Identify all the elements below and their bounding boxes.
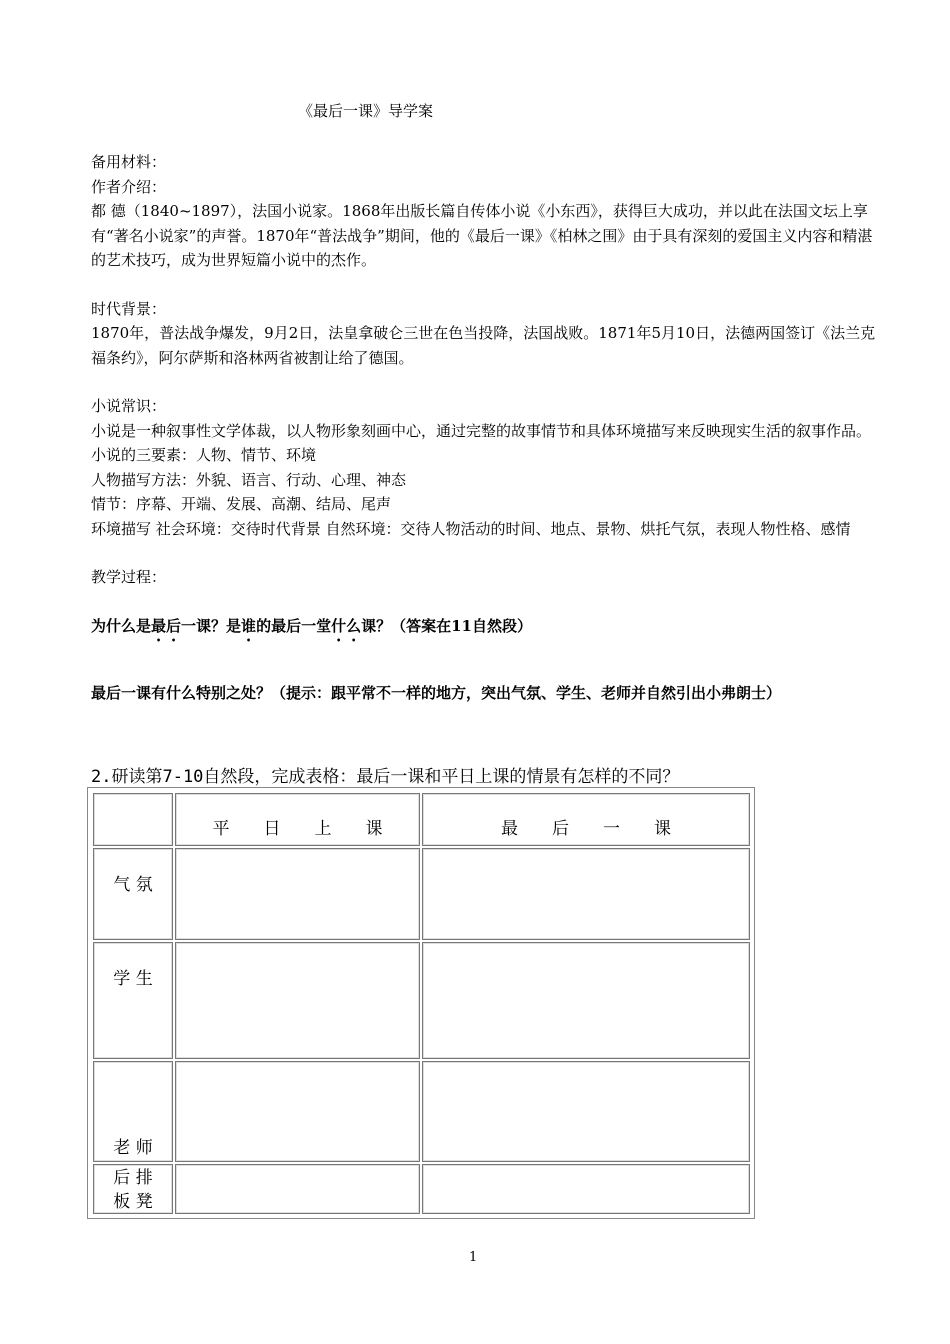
cell-atmosphere-last[interactable] (422, 848, 750, 940)
materials-heading: 备用材料： (91, 153, 167, 171)
three-elements: 小说的三要素：人物、情节、环境 (91, 446, 317, 464)
era-paragraph: 1870年，普法战争爆发，9月2日，法皇拿破仑三世在色当投降，法国战败。1871年5月10日，法德两国签订《法兰克福条约》，阿尔萨斯和洛林两省被割让给了德国。 (91, 324, 876, 367)
cell-atmosphere-ordinary[interactable] (175, 848, 420, 940)
row-label-atmosphere: 气 氛 (93, 848, 173, 940)
header-ordinary-class: 平 日 上 课 (175, 793, 420, 846)
author-paragraph: 都 德（1840~1897），法国小说家。1868年出版长篇自传体小说《小东西》，获得巨大成功，并以此在法国文坛上享有“著名小说家”的声誉。1870年“普法战争”期间，他的《最后一课》《柏林之围》由于具有深刻的爱国主义内容和精湛的艺术技巧，成为世界短篇小说中的杰作。 (91, 202, 873, 269)
environment-description: 环境描写 社会环境：交待时代背景 自然环境：交待人物活动的时间、地点、景物、烘托气氛，表现人物性格、感情 (91, 519, 851, 538)
character-methods: 人物描写方法：外貌、语言、行动、心理、神态 (91, 470, 407, 489)
plot-stages: 情节：序幕、开端、发展、高潮、结局、尾声 (91, 495, 392, 513)
author-heading: 作者介绍： (91, 177, 167, 196)
page-number: 1 (469, 1250, 478, 1265)
comparison-table (87, 787, 755, 1219)
cell-benches-ordinary[interactable] (175, 1164, 420, 1214)
page-title: 《最后一课》导学案 (298, 102, 434, 120)
document-body (91, 150, 881, 705)
header-last-class: 最 后 一 课 (422, 793, 750, 846)
novel-definition: 小说是一种叙事性文学体裁，以人物形象刻画中心，通过完整的故事情节和具体环境描写来反映现实生活的叙事作品。 (91, 421, 872, 440)
process-heading: 教学过程： (91, 568, 167, 586)
cell-benches-last[interactable] (422, 1164, 750, 1214)
table-corner-cell (93, 793, 173, 846)
task-instruction: 2.研读第7-10自然段，完成表格：最后一课和平日上课的情景有怎样的不同？ (91, 767, 680, 787)
cell-students-ordinary[interactable] (175, 942, 420, 1059)
era-heading: 时代背景： (91, 299, 167, 318)
cell-students-last[interactable] (422, 942, 750, 1059)
question-1: 为什么是最后一课？是谁的最后一堂什么课？（答案在11自然段） (91, 616, 532, 635)
row-label-teacher: 老 师 (93, 1061, 173, 1162)
cell-teacher-ordinary[interactable] (175, 1061, 420, 1162)
cell-teacher-last[interactable] (422, 1061, 750, 1162)
row-label-back-benches: 后 排 板 凳 (93, 1164, 173, 1214)
novel-heading: 小说常识： (91, 397, 167, 415)
question-2: 最后一课有什么特别之处？（提示：跟平常不一样的地方，突出气氛、学生、老师并自然引出小弗朗士） (91, 683, 782, 702)
row-label-students: 学 生 (93, 942, 173, 1059)
